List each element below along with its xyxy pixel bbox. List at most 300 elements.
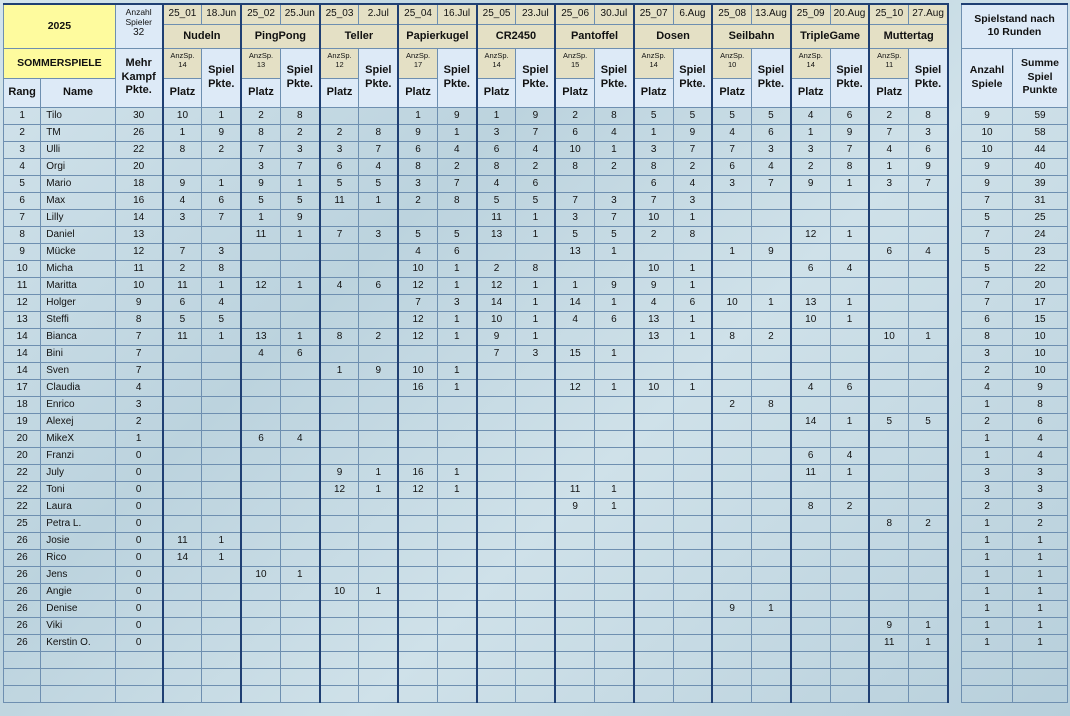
- spiel-pkte-cell[interactable]: 1: [595, 141, 634, 158]
- anzahl-spiele-cell[interactable]: 7: [962, 192, 1013, 209]
- mehrkampf-cell[interactable]: 9: [115, 294, 162, 311]
- spiel-pkte-cell[interactable]: 8: [830, 158, 869, 175]
- spiel-pkte-cell[interactable]: 6: [359, 277, 398, 294]
- platz-cell[interactable]: [398, 566, 437, 583]
- anzahl-spiele-cell[interactable]: 3: [962, 464, 1013, 481]
- platz-cell[interactable]: [869, 362, 908, 379]
- spiel-pkte-cell[interactable]: [752, 413, 791, 430]
- game-code[interactable]: 25_05: [477, 4, 516, 24]
- platz-cell[interactable]: 9: [634, 277, 673, 294]
- platz-cell[interactable]: [163, 379, 202, 396]
- platz-cell[interactable]: 11: [241, 226, 280, 243]
- spiel-pkte-cell[interactable]: [280, 668, 319, 685]
- platz-cell[interactable]: [241, 498, 280, 515]
- name-cell[interactable]: Mücke: [41, 243, 116, 260]
- spiel-pkte-cell[interactable]: [202, 379, 241, 396]
- spiel-pkte-cell[interactable]: 1: [280, 328, 319, 345]
- spiel-pkte-cell[interactable]: 6: [437, 243, 476, 260]
- platz-cell[interactable]: [634, 583, 673, 600]
- platz-cell[interactable]: [555, 685, 594, 702]
- platz-cell[interactable]: [477, 600, 516, 617]
- spiel-pkte-cell[interactable]: [752, 277, 791, 294]
- platz-cell[interactable]: [712, 192, 751, 209]
- spiel-pkte-cell[interactable]: [202, 498, 241, 515]
- platz-cell[interactable]: 10: [163, 107, 202, 124]
- spiel-pkte-cell[interactable]: 3: [516, 345, 555, 362]
- game-code[interactable]: 25_03: [320, 4, 359, 24]
- spiel-pkte-cell[interactable]: [909, 600, 948, 617]
- platz-cell[interactable]: 15: [555, 345, 594, 362]
- spiel-pkte-cell[interactable]: [280, 464, 319, 481]
- mehrkampf-cell[interactable]: 1: [115, 430, 162, 447]
- game-anzsp[interactable]: [241, 48, 280, 78]
- spiel-pkte-cell[interactable]: [830, 481, 869, 498]
- summe-punkte-cell[interactable]: 1: [1013, 566, 1068, 583]
- platz-cell[interactable]: 7: [555, 192, 594, 209]
- game-date[interactable]: 27.Aug: [909, 4, 948, 24]
- platz-cell[interactable]: [791, 362, 830, 379]
- spiel-pkte-cell[interactable]: 1: [752, 294, 791, 311]
- platz-cell[interactable]: [320, 668, 359, 685]
- spiel-pkte-cell[interactable]: [437, 413, 476, 430]
- platz-cell[interactable]: 9: [398, 124, 437, 141]
- platz-cell[interactable]: [477, 566, 516, 583]
- spiel-pkte-cell[interactable]: [595, 651, 634, 668]
- anzahl-spiele-cell[interactable]: 7: [962, 226, 1013, 243]
- rang-cell[interactable]: 22: [4, 498, 41, 515]
- spiel-pkte-cell[interactable]: 6: [280, 345, 319, 362]
- platz-cell[interactable]: [712, 685, 751, 702]
- spiel-pkte-cell[interactable]: [202, 634, 241, 651]
- platz-cell[interactable]: [163, 634, 202, 651]
- spiel-pkte-cell[interactable]: [595, 447, 634, 464]
- spiel-pkte-cell[interactable]: [830, 651, 869, 668]
- mehrkampf-cell[interactable]: 0: [115, 617, 162, 634]
- spiel-pkte-cell[interactable]: [673, 549, 712, 566]
- spiel-pkte-cell[interactable]: [752, 481, 791, 498]
- game-anzsp[interactable]: [869, 48, 908, 78]
- spiel-pkte-cell[interactable]: 1: [595, 345, 634, 362]
- spiel-pkte-cell[interactable]: [202, 464, 241, 481]
- spiel-pkte-cell[interactable]: 1: [202, 107, 241, 124]
- game-code[interactable]: 25_04: [398, 4, 437, 24]
- platz-cell[interactable]: [163, 668, 202, 685]
- spiel-pkte-cell[interactable]: [359, 379, 398, 396]
- platz-cell[interactable]: [869, 226, 908, 243]
- platz-cell[interactable]: [869, 277, 908, 294]
- game-date[interactable]: 6.Aug: [673, 4, 712, 24]
- spiel-pkte-cell[interactable]: 1: [595, 379, 634, 396]
- game-name[interactable]: Muttertag: [869, 24, 948, 48]
- platz-cell[interactable]: [241, 481, 280, 498]
- spiel-pkte-cell[interactable]: 7: [595, 209, 634, 226]
- spiel-pkte-cell[interactable]: 3: [280, 141, 319, 158]
- game-anzsp[interactable]: [791, 48, 830, 78]
- platz-cell[interactable]: 12: [555, 379, 594, 396]
- game-anzsp[interactable]: [320, 48, 359, 78]
- platz-cell[interactable]: 6: [712, 158, 751, 175]
- platz-cell[interactable]: [869, 583, 908, 600]
- spiel-pkte-cell[interactable]: 1: [752, 600, 791, 617]
- spiel-pkte-cell[interactable]: [202, 583, 241, 600]
- spiel-pkte-cell[interactable]: [202, 668, 241, 685]
- spiel-pkte-cell[interactable]: 4: [202, 294, 241, 311]
- game-code[interactable]: 25_07: [634, 4, 673, 24]
- spiel-pkte-cell[interactable]: 1: [437, 362, 476, 379]
- spiel-pkte-cell[interactable]: [752, 192, 791, 209]
- platz-cell[interactable]: [555, 651, 594, 668]
- summe-punkte-cell[interactable]: 10: [1013, 362, 1068, 379]
- spiel-pkte-cell[interactable]: 6: [595, 311, 634, 328]
- spiel-pkte-cell[interactable]: [437, 515, 476, 532]
- spiel-pkte-cell[interactable]: [359, 413, 398, 430]
- name-cell[interactable]: [41, 651, 116, 668]
- platz-cell[interactable]: [791, 243, 830, 260]
- platz-cell[interactable]: [398, 685, 437, 702]
- rang-cell[interactable]: 22: [4, 481, 41, 498]
- name-cell[interactable]: Viki: [41, 617, 116, 634]
- platz-cell[interactable]: 1: [791, 124, 830, 141]
- anzahl-spiele-cell[interactable]: 3: [962, 481, 1013, 498]
- spiel-pkte-cell[interactable]: [516, 600, 555, 617]
- spiel-pkte-cell[interactable]: [280, 447, 319, 464]
- platz-cell[interactable]: [712, 209, 751, 226]
- platz-cell[interactable]: [477, 685, 516, 702]
- platz-cell[interactable]: [477, 583, 516, 600]
- name-cell[interactable]: Denise: [41, 600, 116, 617]
- platz-cell[interactable]: 13: [555, 243, 594, 260]
- spiel-pkte-cell[interactable]: 4: [752, 158, 791, 175]
- platz-cell[interactable]: 11: [163, 532, 202, 549]
- spiel-pkte-cell[interactable]: [280, 481, 319, 498]
- platz-cell[interactable]: [398, 413, 437, 430]
- rang-cell[interactable]: 14: [4, 328, 41, 345]
- platz-cell[interactable]: [869, 685, 908, 702]
- game-date[interactable]: 13.Aug: [752, 4, 791, 24]
- anzahl-spiele-cell[interactable]: 1: [962, 396, 1013, 413]
- platz-cell[interactable]: [163, 430, 202, 447]
- spiel-pkte-cell[interactable]: 4: [909, 243, 948, 260]
- platz-cell[interactable]: [869, 566, 908, 583]
- platz-cell[interactable]: 6: [477, 141, 516, 158]
- platz-cell[interactable]: 7: [477, 345, 516, 362]
- spiel-pkte-cell[interactable]: 1: [437, 260, 476, 277]
- platz-cell[interactable]: 8: [163, 141, 202, 158]
- name-cell[interactable]: Enrico: [41, 396, 116, 413]
- rang-header[interactable]: Rang: [4, 78, 41, 107]
- platz-cell[interactable]: [320, 685, 359, 702]
- platz-cell[interactable]: [869, 498, 908, 515]
- platz-cell[interactable]: [712, 617, 751, 634]
- rang-cell[interactable]: 26: [4, 583, 41, 600]
- spiel-pkte-cell[interactable]: [595, 413, 634, 430]
- name-cell[interactable]: Josie: [41, 532, 116, 549]
- platz-cell[interactable]: 5: [320, 175, 359, 192]
- platz-cell[interactable]: [163, 345, 202, 362]
- spiel-pkte-cell[interactable]: 1: [830, 294, 869, 311]
- spiel-pkte-cell[interactable]: 6: [909, 141, 948, 158]
- platz-cell[interactable]: 12: [241, 277, 280, 294]
- anzahl-spiele-cell[interactable]: 1: [962, 634, 1013, 651]
- platz-cell[interactable]: [555, 634, 594, 651]
- spiel-pkte-cell[interactable]: [202, 396, 241, 413]
- mehrkampf-cell[interactable]: 4: [115, 379, 162, 396]
- mehrkampf-cell[interactable]: [115, 668, 162, 685]
- mehrkampf-cell[interactable]: 0: [115, 532, 162, 549]
- spiel-pkte-cell[interactable]: [909, 447, 948, 464]
- spiel-pkte-cell[interactable]: 1: [437, 311, 476, 328]
- spiel-pkte-cell[interactable]: 1: [202, 549, 241, 566]
- platz-cell[interactable]: [712, 447, 751, 464]
- spiel-pkte-cell[interactable]: [830, 430, 869, 447]
- spiel-pkte-header[interactable]: [909, 48, 948, 107]
- spiel-pkte-cell[interactable]: [673, 600, 712, 617]
- spiel-pkte-cell[interactable]: [202, 600, 241, 617]
- player-count-cell[interactable]: [115, 4, 162, 48]
- platz-header[interactable]: Platz: [477, 78, 516, 107]
- rang-cell[interactable]: 20: [4, 430, 41, 447]
- season-cell[interactable]: SOMMERSPIELE: [4, 48, 116, 78]
- spiel-pkte-cell[interactable]: [595, 600, 634, 617]
- platz-cell[interactable]: 7: [163, 243, 202, 260]
- platz-cell[interactable]: [712, 362, 751, 379]
- spiel-pkte-cell[interactable]: [202, 515, 241, 532]
- summe-punkte-header[interactable]: [1013, 48, 1068, 107]
- spiel-pkte-cell[interactable]: [437, 532, 476, 549]
- spiel-pkte-cell[interactable]: [280, 379, 319, 396]
- spiel-pkte-cell[interactable]: 6: [516, 175, 555, 192]
- anzahl-spiele-cell[interactable]: 5: [962, 260, 1013, 277]
- summe-punkte-cell[interactable]: [1013, 685, 1068, 702]
- mehrkampf-cell[interactable]: 7: [115, 345, 162, 362]
- spiel-pkte-cell[interactable]: [202, 651, 241, 668]
- name-cell[interactable]: Franzi: [41, 447, 116, 464]
- platz-cell[interactable]: 11: [869, 634, 908, 651]
- platz-cell[interactable]: 3: [477, 124, 516, 141]
- platz-cell[interactable]: [398, 651, 437, 668]
- platz-cell[interactable]: 6: [634, 175, 673, 192]
- spiel-pkte-cell[interactable]: 9: [752, 243, 791, 260]
- summe-punkte-cell[interactable]: 1: [1013, 600, 1068, 617]
- spiel-pkte-cell[interactable]: [673, 532, 712, 549]
- platz-cell[interactable]: [241, 583, 280, 600]
- spiel-pkte-cell[interactable]: [830, 685, 869, 702]
- platz-cell[interactable]: [163, 600, 202, 617]
- spiel-pkte-cell[interactable]: [595, 396, 634, 413]
- platz-cell[interactable]: [555, 464, 594, 481]
- game-anzsp[interactable]: [712, 48, 751, 78]
- platz-cell[interactable]: [634, 481, 673, 498]
- platz-cell[interactable]: [791, 430, 830, 447]
- spiel-pkte-cell[interactable]: [909, 277, 948, 294]
- spiel-pkte-cell[interactable]: [752, 634, 791, 651]
- spiel-pkte-cell[interactable]: 3: [673, 192, 712, 209]
- game-name[interactable]: Teller: [320, 24, 399, 48]
- platz-cell[interactable]: [712, 226, 751, 243]
- anzahl-spiele-cell[interactable]: 2: [962, 498, 1013, 515]
- platz-cell[interactable]: 10: [634, 260, 673, 277]
- summe-punkte-cell[interactable]: [1013, 668, 1068, 685]
- spiel-pkte-cell[interactable]: 2: [437, 158, 476, 175]
- platz-cell[interactable]: [634, 396, 673, 413]
- spiel-pkte-cell[interactable]: 1: [909, 617, 948, 634]
- platz-cell[interactable]: [241, 447, 280, 464]
- platz-cell[interactable]: 1: [320, 362, 359, 379]
- rang-cell[interactable]: 26: [4, 532, 41, 549]
- platz-cell[interactable]: 6: [791, 260, 830, 277]
- mehrkampf-cell[interactable]: 7: [115, 362, 162, 379]
- spiel-pkte-cell[interactable]: [516, 532, 555, 549]
- platz-cell[interactable]: 9: [320, 464, 359, 481]
- spiel-pkte-cell[interactable]: 7: [909, 175, 948, 192]
- platz-cell[interactable]: [241, 379, 280, 396]
- rang-cell[interactable]: [4, 685, 41, 702]
- platz-cell[interactable]: [163, 396, 202, 413]
- spiel-pkte-cell[interactable]: [752, 209, 791, 226]
- spiel-pkte-cell[interactable]: 1: [595, 294, 634, 311]
- summe-punkte-cell[interactable]: [1013, 651, 1068, 668]
- spiel-pkte-cell[interactable]: [437, 685, 476, 702]
- spiel-pkte-cell[interactable]: [202, 345, 241, 362]
- summe-punkte-cell[interactable]: 10: [1013, 328, 1068, 345]
- platz-cell[interactable]: 16: [398, 464, 437, 481]
- spiel-pkte-cell[interactable]: [516, 243, 555, 260]
- spiel-pkte-cell[interactable]: [280, 600, 319, 617]
- spiel-pkte-cell[interactable]: [280, 311, 319, 328]
- name-cell[interactable]: MikeX: [41, 430, 116, 447]
- platz-cell[interactable]: [320, 566, 359, 583]
- spiel-pkte-cell[interactable]: 1: [280, 175, 319, 192]
- platz-cell[interactable]: [163, 685, 202, 702]
- spiel-pkte-cell[interactable]: [595, 566, 634, 583]
- game-code[interactable]: 25_02: [241, 4, 280, 24]
- platz-cell[interactable]: 14: [477, 294, 516, 311]
- anzahl-spiele-cell[interactable]: 9: [962, 175, 1013, 192]
- platz-cell[interactable]: 12: [320, 481, 359, 498]
- platz-cell[interactable]: [712, 634, 751, 651]
- platz-cell[interactable]: [320, 243, 359, 260]
- platz-cell[interactable]: 2: [869, 107, 908, 124]
- platz-cell[interactable]: 6: [555, 124, 594, 141]
- platz-cell[interactable]: [555, 515, 594, 532]
- spiel-pkte-cell[interactable]: [516, 634, 555, 651]
- spiel-pkte-cell[interactable]: [359, 345, 398, 362]
- spiel-pkte-cell[interactable]: 8: [909, 107, 948, 124]
- platz-cell[interactable]: 5: [163, 311, 202, 328]
- platz-cell[interactable]: 11: [555, 481, 594, 498]
- rang-cell[interactable]: 14: [4, 362, 41, 379]
- platz-cell[interactable]: [791, 685, 830, 702]
- rang-cell[interactable]: 8: [4, 226, 41, 243]
- mehrkampf-cell[interactable]: [115, 651, 162, 668]
- platz-cell[interactable]: 4: [791, 107, 830, 124]
- platz-cell[interactable]: [398, 668, 437, 685]
- spiel-pkte-cell[interactable]: [830, 549, 869, 566]
- platz-cell[interactable]: [712, 311, 751, 328]
- spiel-pkte-cell[interactable]: [909, 209, 948, 226]
- spiel-pkte-cell[interactable]: [595, 634, 634, 651]
- platz-cell[interactable]: [712, 532, 751, 549]
- spiel-pkte-cell[interactable]: [280, 362, 319, 379]
- name-cell[interactable]: July: [41, 464, 116, 481]
- spiel-pkte-header[interactable]: [673, 48, 712, 107]
- platz-cell[interactable]: [320, 447, 359, 464]
- platz-cell[interactable]: 11: [791, 464, 830, 481]
- platz-cell[interactable]: 3: [555, 209, 594, 226]
- spiel-pkte-cell[interactable]: [673, 464, 712, 481]
- platz-cell[interactable]: 13: [477, 226, 516, 243]
- spiel-pkte-cell[interactable]: [830, 532, 869, 549]
- platz-cell[interactable]: 13: [241, 328, 280, 345]
- platz-cell[interactable]: [163, 515, 202, 532]
- spiel-pkte-cell[interactable]: 6: [673, 294, 712, 311]
- spiel-pkte-cell[interactable]: 1: [437, 379, 476, 396]
- platz-cell[interactable]: [163, 158, 202, 175]
- spiel-pkte-cell[interactable]: [752, 685, 791, 702]
- platz-cell[interactable]: [398, 396, 437, 413]
- spiel-pkte-cell[interactable]: 1: [437, 464, 476, 481]
- spiel-pkte-cell[interactable]: 1: [909, 634, 948, 651]
- platz-cell[interactable]: [320, 617, 359, 634]
- platz-cell[interactable]: 5: [398, 226, 437, 243]
- anzahl-spiele-cell[interactable]: 2: [962, 362, 1013, 379]
- name-cell[interactable]: [41, 668, 116, 685]
- platz-cell[interactable]: [398, 430, 437, 447]
- platz-cell[interactable]: [869, 192, 908, 209]
- platz-cell[interactable]: 3: [712, 175, 751, 192]
- platz-cell[interactable]: [555, 532, 594, 549]
- spiel-pkte-cell[interactable]: [280, 260, 319, 277]
- platz-cell[interactable]: 2: [555, 107, 594, 124]
- platz-cell[interactable]: [320, 600, 359, 617]
- platz-cell[interactable]: [477, 447, 516, 464]
- anzahl-spiele-cell[interactable]: 7: [962, 277, 1013, 294]
- spiel-pkte-cell[interactable]: 5: [752, 107, 791, 124]
- spiel-pkte-cell[interactable]: 9: [359, 362, 398, 379]
- rang-cell[interactable]: 3: [4, 141, 41, 158]
- platz-cell[interactable]: [163, 617, 202, 634]
- spiel-pkte-cell[interactable]: 8: [359, 124, 398, 141]
- platz-cell[interactable]: 13: [634, 311, 673, 328]
- spiel-pkte-cell[interactable]: [909, 226, 948, 243]
- platz-cell[interactable]: [241, 362, 280, 379]
- spiel-pkte-cell[interactable]: 9: [437, 107, 476, 124]
- platz-cell[interactable]: [634, 600, 673, 617]
- spiel-pkte-cell[interactable]: [202, 685, 241, 702]
- spiel-pkte-cell[interactable]: [830, 345, 869, 362]
- platz-cell[interactable]: [791, 481, 830, 498]
- name-cell[interactable]: Laura: [41, 498, 116, 515]
- platz-cell[interactable]: [555, 175, 594, 192]
- platz-cell[interactable]: [869, 311, 908, 328]
- spiel-pkte-cell[interactable]: [909, 481, 948, 498]
- game-name[interactable]: PingPong: [241, 24, 320, 48]
- spiel-pkte-cell[interactable]: [516, 549, 555, 566]
- platz-cell[interactable]: 12: [398, 328, 437, 345]
- spiel-pkte-cell[interactable]: [437, 668, 476, 685]
- mehrkampf-cell[interactable]: 12: [115, 243, 162, 260]
- spiel-pkte-cell[interactable]: 4: [830, 260, 869, 277]
- spiel-pkte-cell[interactable]: 8: [280, 107, 319, 124]
- spiel-pkte-cell[interactable]: 1: [359, 583, 398, 600]
- platz-header[interactable]: Platz: [398, 78, 437, 107]
- spiel-pkte-cell[interactable]: [673, 481, 712, 498]
- spiel-pkte-cell[interactable]: 1: [830, 464, 869, 481]
- spiel-pkte-cell[interactable]: [830, 328, 869, 345]
- platz-cell[interactable]: [241, 617, 280, 634]
- platz-header[interactable]: Platz: [791, 78, 830, 107]
- platz-cell[interactable]: [712, 379, 751, 396]
